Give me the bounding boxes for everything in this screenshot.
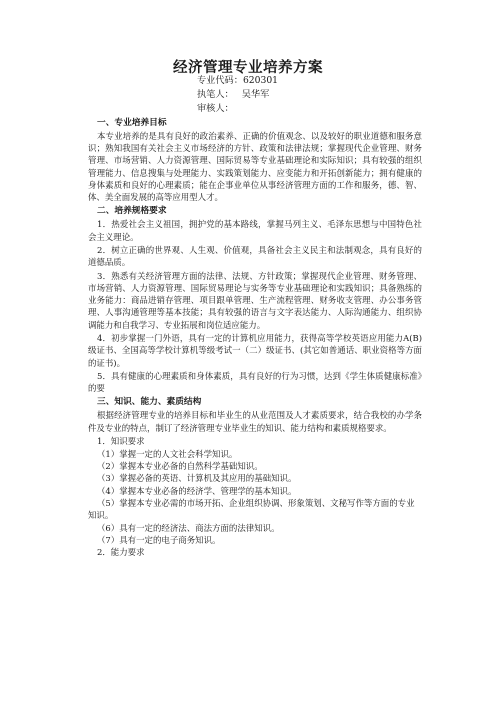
section-2-item-1: 1．热爱社会主义祖国，拥护党的基本路线，掌握马列主义、毛泽东思想与中国特色社会主义理论。 [88, 219, 422, 242]
author-label: 执笔人： [197, 89, 234, 100]
author-line [197, 89, 269, 101]
document-title: 经济管理专业培养方案 [173, 60, 323, 76]
knowledge-item-5: （5）掌握本专业必需的市场开拓、企业组织协调、形象策划、文秘写作等方面的专业知识。 [88, 497, 415, 521]
section-2-item-5: 5．具有健康的心理素质和身体素质，具有良好的行为习惯，达到《学生体质健康标准》的要 [88, 370, 422, 394]
section-2-item-2: 2．树立正确的世界观、人生观、价值观，具备社会主义民主和法制观念，具有良好的道德品质。 [88, 244, 422, 268]
section-1-heading: 一、专业培养目标 [97, 117, 167, 128]
knowledge-item-1: （1）掌握一定的人文社会科学知识。 [97, 448, 238, 459]
reviewer-line [197, 103, 234, 115]
author-value: 吴华军 [241, 89, 270, 100]
section-2-heading: 二、培养规格要求 [97, 206, 167, 217]
document-body [88, 115, 422, 559]
ability-requirements-heading: 2．能力要求 [97, 547, 145, 558]
knowledge-item-7: （7）具有一定的电子商务知识。 [97, 534, 221, 545]
knowledge-item-6: （6）具有一定的经济法、商法方面的法律知识。 [97, 522, 280, 533]
program-code-value: 620301 [242, 75, 279, 86]
section-2-item-4: 4．初步掌握一门外语，具有一定的计算机应用能力，获得高等学校英语应用能力A(B)级证书、全国高等学校计算机等级考试一（二）级证书、(其它如普通话、职业资格等方面的证书)。 [88, 333, 422, 368]
section-2-item-3: 3．熟悉有关经济管理方面的法律、法规、方针政策；掌握现代企业管理、财务管理、市场营销、人力资源管理、国际贸易理论与实务等专业基础理论和实践知识；具备熟练的业务能力：商品进销存管理、项目跟单管理、生产流程管理、财务收支管理、办公事务管理、人事沟通管理等基本技能；具有较强的语言与文字表达能力、人际沟通能力、组织协调能力和自我学习、专业拓展和岗位适应能力。 [88, 270, 422, 330]
reviewer-label: 审核人： [197, 103, 234, 114]
knowledge-item-2: （2）掌握本专业必备的自然科学基础知识。 [97, 461, 263, 472]
program-code-label: 专业代码： [197, 75, 243, 86]
knowledge-item-3: （3）掌握必备的英语、计算机及其应用的基础知识。 [97, 473, 297, 484]
knowledge-item-4: （4）掌握本专业必备的经济学、管理学的基本知识。 [97, 485, 297, 496]
section-3-intro: 根据经济管理专业的培养目标和毕业生的从业范围及人才素质要求，结合我校的办学条件及专业的特点，制订了经济管理专业毕业生的知识、能力结构和素质规格要求。 [88, 410, 422, 433]
section-3-heading: 三、知识、能力、素质结构 [97, 397, 202, 408]
section-1-text: 本专业培养的是具有良好的政治素养、正确的价值观念、以及较好的职业道德和服务意识；熟知我国有关社会主义市场经济的方针、政策和法律法规；掌握现代企业管理、财务管理、市场营销、人力资源管理、国际贸易等专业基础理论和实际知识；具有较强的组织管理能力、信息搜集与处理能力、实践策划能力、应变能力和开拓创新能力；拥有健康的身体素质和良好的心理素质；能在企事业单位从事经济管理方面的工作和服务，德、智、体、美全面发展的高等应用型人才。 [88, 130, 422, 203]
knowledge-requirements-heading: 1．知识要求 [97, 435, 145, 446]
program-code-line [197, 75, 278, 87]
